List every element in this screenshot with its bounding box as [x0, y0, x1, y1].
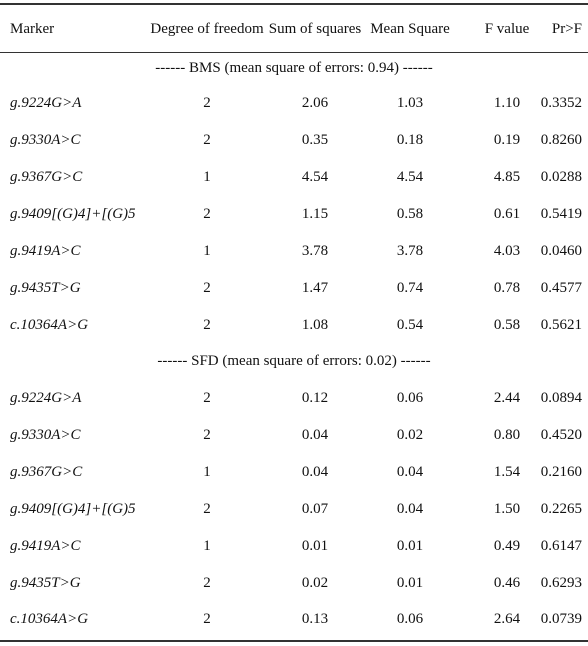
- cell-f: 1.10: [493, 95, 521, 111]
- cell-ms: 0.02: [396, 427, 424, 443]
- cell-ms: 0.54: [396, 317, 424, 333]
- cell-marker: g.9330A>C: [10, 132, 81, 148]
- cell-df: 2: [203, 317, 211, 333]
- header-f-value: F value: [484, 21, 530, 37]
- cell-p: 0.3352: [540, 95, 582, 111]
- cell-marker: g.9419A>C: [10, 243, 81, 259]
- cell-marker: g.9409[(G)4]+[(G)5: [10, 501, 136, 517]
- cell-ss: 3.78: [301, 243, 329, 259]
- table-top-rule: [0, 3, 588, 5]
- cell-df: 2: [203, 501, 211, 517]
- cell-df: 1: [203, 538, 211, 554]
- cell-p: 0.5419: [540, 206, 582, 222]
- cell-ms: 3.78: [396, 243, 424, 259]
- cell-ss: 0.12: [301, 390, 329, 406]
- cell-f: 0.80: [493, 427, 521, 443]
- cell-df: 2: [203, 132, 211, 148]
- cell-f: 1.50: [493, 501, 521, 517]
- cell-marker: g.9409[(G)4]+[(G)5: [10, 206, 136, 222]
- cell-f: 2.64: [493, 611, 521, 627]
- cell-f: 0.61: [493, 206, 521, 222]
- cell-df: 2: [203, 206, 211, 222]
- cell-f: 0.46: [493, 575, 521, 591]
- cell-marker: g.9367G>C: [10, 169, 83, 185]
- cell-ms: 0.74: [396, 280, 424, 296]
- header-sum-of-squares: Sum of squares: [268, 21, 362, 37]
- cell-df: 1: [203, 243, 211, 259]
- cell-ms: 0.04: [396, 464, 424, 480]
- cell-marker: g.9224G>A: [10, 95, 82, 111]
- cell-p: 0.4577: [540, 280, 582, 296]
- cell-f: 4.85: [493, 169, 521, 185]
- cell-f: 0.58: [493, 317, 521, 333]
- header-rule: [0, 52, 588, 53]
- cell-ss: 1.08: [301, 317, 329, 333]
- section-title-sfd: ------ SFD (mean square of errors: 0.02) ------: [157, 353, 431, 369]
- cell-p: 0.0460: [540, 243, 582, 259]
- header-pr-f: Pr>F: [551, 21, 582, 37]
- cell-marker: g.9419A>C: [10, 538, 81, 554]
- cell-ms: 4.54: [396, 169, 424, 185]
- header-marker: Marker: [10, 21, 55, 37]
- cell-ss: 0.01: [301, 538, 329, 554]
- cell-f: 0.19: [493, 132, 521, 148]
- cell-ms: 0.58: [396, 206, 424, 222]
- cell-marker: c.10364A>G: [10, 611, 89, 627]
- cell-df: 2: [203, 390, 211, 406]
- cell-ss: 0.04: [301, 427, 329, 443]
- cell-p: 0.6293: [540, 575, 582, 591]
- cell-df: 2: [203, 95, 211, 111]
- cell-df: 1: [203, 169, 211, 185]
- cell-ms: 0.18: [396, 132, 424, 148]
- cell-df: 2: [203, 575, 211, 591]
- section-title-bms: ------ BMS (mean square of errors: 0.94) ------: [155, 60, 433, 76]
- cell-ss: 0.35: [301, 132, 329, 148]
- cell-ms: 0.01: [396, 575, 424, 591]
- cell-ms: 0.06: [396, 390, 424, 406]
- cell-ms: 0.01: [396, 538, 424, 554]
- cell-f: 1.54: [493, 464, 521, 480]
- cell-f: 2.44: [493, 390, 521, 406]
- cell-ss: 4.54: [301, 169, 329, 185]
- cell-ss: 2.06: [301, 95, 329, 111]
- cell-df: 2: [203, 427, 211, 443]
- cell-p: 0.0739: [540, 611, 582, 627]
- cell-p: 0.0288: [540, 169, 582, 185]
- cell-ms: 1.03: [396, 95, 424, 111]
- cell-df: 1: [203, 464, 211, 480]
- cell-p: 0.2160: [540, 464, 582, 480]
- cell-marker: g.9367G>C: [10, 464, 83, 480]
- header-mean-square: Mean Square: [370, 21, 450, 37]
- cell-marker: g.9435T>G: [10, 575, 81, 591]
- cell-ss: 0.13: [301, 611, 329, 627]
- cell-df: 2: [203, 280, 211, 296]
- cell-p: 0.2265: [540, 501, 582, 517]
- cell-ss: 1.15: [301, 206, 329, 222]
- cell-p: 0.8260: [540, 132, 582, 148]
- cell-ss: 0.07: [301, 501, 329, 517]
- cell-p: 0.0894: [540, 390, 582, 406]
- cell-p: 0.4520: [540, 427, 582, 443]
- cell-ss: 0.04: [301, 464, 329, 480]
- cell-ss: 1.47: [301, 280, 329, 296]
- cell-marker: g.9435T>G: [10, 280, 81, 296]
- cell-ms: 0.06: [396, 611, 424, 627]
- cell-marker: g.9330A>C: [10, 427, 81, 443]
- table-bottom-rule: [0, 640, 588, 642]
- cell-f: 0.78: [493, 280, 521, 296]
- cell-p: 0.5621: [540, 317, 582, 333]
- cell-p: 0.6147: [540, 538, 582, 554]
- cell-df: 2: [203, 611, 211, 627]
- cell-ms: 0.04: [396, 501, 424, 517]
- cell-ss: 0.02: [301, 575, 329, 591]
- cell-marker: g.9224G>A: [10, 390, 82, 406]
- cell-f: 0.49: [493, 538, 521, 554]
- cell-f: 4.03: [493, 243, 521, 259]
- header-degree-of-freedom: Degree of freedom: [150, 21, 264, 37]
- cell-marker: c.10364A>G: [10, 317, 89, 333]
